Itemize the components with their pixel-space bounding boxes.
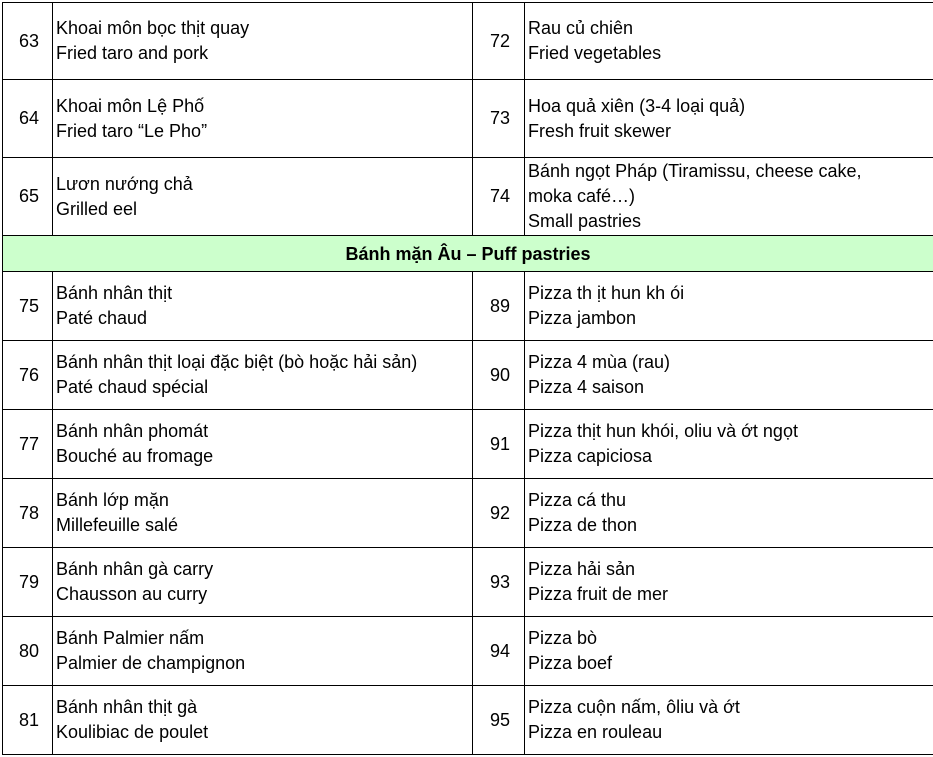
item-name-line: Grilled eel: [56, 198, 138, 219]
item-description: [53, 80, 473, 158]
item-name-line: Bánh lớp mặn: [56, 490, 169, 510]
item-number: 91: [473, 410, 525, 479]
item-name-line: Small pastries: [528, 211, 642, 231]
item-description: [53, 3, 473, 80]
menu-row: [3, 548, 933, 617]
item-description: [525, 686, 933, 755]
item-name-line: Lươn nướng chả: [56, 173, 193, 194]
menu-table-section: [3, 236, 933, 272]
item-number: 73: [473, 80, 525, 158]
menu-row: [3, 272, 933, 341]
item-description: [53, 158, 473, 236]
item-description: [53, 272, 473, 341]
item-name-line: Pizza jambon: [528, 308, 637, 328]
item-name-line: Pizza thịt hun khói, oliu và ớt ngọt: [528, 421, 798, 441]
item-number: 77: [3, 410, 53, 479]
item-name-line: Bánh nhân gà carry: [56, 559, 214, 579]
item-description: [525, 158, 933, 236]
item-name-line: Bánh nhân thịt gà: [56, 697, 198, 717]
item-number: 81: [3, 686, 53, 755]
menu-row: [3, 617, 933, 686]
menu-row: [3, 341, 933, 410]
item-name-line: Pizza bò: [528, 628, 598, 648]
item-name-line: Bánh Palmier nấm: [56, 628, 205, 648]
item-description: [53, 686, 473, 755]
menu-row: [3, 410, 933, 479]
item-name-line: Bánh ngọt Pháp (Tiramissu, cheese cake,: [528, 161, 862, 181]
item-description: [525, 410, 933, 479]
menu-row: [3, 3, 933, 80]
menu-row: [3, 80, 933, 158]
item-name-line: Hoa quả xiên (3-4 loại quả): [528, 95, 746, 116]
item-name-line: Fried taro “Le Pho”: [56, 120, 208, 141]
item-number: 75: [3, 272, 53, 341]
section-header-row: [3, 236, 933, 272]
item-number: 65: [3, 158, 53, 236]
section-title: Bánh mặn Âu – Puff pastries: [3, 236, 933, 272]
item-name-line: Rau củ chiên: [528, 18, 634, 38]
item-number: 74: [473, 158, 525, 236]
item-number: 63: [3, 3, 53, 80]
item-name-line: moka café…): [528, 186, 636, 206]
item-description: [53, 341, 473, 410]
item-name-line: Pizza capiciosa: [528, 446, 653, 466]
item-name-line: Bánh nhân thịt loại đặc biệt (bò hoặc hải sản): [56, 352, 418, 372]
item-number: 93: [473, 548, 525, 617]
menu-table-top: [3, 3, 933, 236]
item-name-line: Pizza boef: [528, 653, 613, 673]
item-description: [53, 479, 473, 548]
item-description: [525, 617, 933, 686]
item-name-line: Chausson au curry: [56, 584, 208, 604]
item-number: 79: [3, 548, 53, 617]
menu-table: [2, 2, 933, 755]
item-name-line: Koulibiac de poulet: [56, 722, 209, 742]
item-description: [53, 548, 473, 617]
item-number: 76: [3, 341, 53, 410]
item-name-line: Millefeuille salé: [56, 515, 179, 535]
item-name-line: Bouché au fromage: [56, 446, 214, 466]
item-description: [525, 548, 933, 617]
item-name-line: Pizza th ịt hun kh ói: [528, 283, 685, 303]
item-number: 94: [473, 617, 525, 686]
item-name-line: Pizza fruit de mer: [528, 584, 669, 604]
item-number: 90: [473, 341, 525, 410]
item-name-line: Khoai môn Lệ Phố: [56, 95, 205, 116]
item-description: [525, 272, 933, 341]
item-number: 64: [3, 80, 53, 158]
item-number: 80: [3, 617, 53, 686]
item-number: 72: [473, 3, 525, 80]
item-name-line: Pizza de thon: [528, 515, 638, 535]
item-name-line: Pizza cuộn nấm, ôliu và ớt: [528, 697, 740, 717]
item-number: 95: [473, 686, 525, 755]
item-name-line: Bánh nhân phomát: [56, 421, 209, 441]
item-description: [525, 479, 933, 548]
item-description: [525, 80, 933, 158]
item-name-line: Pizza en rouleau: [528, 722, 663, 742]
menu-row: [3, 158, 933, 236]
item-name-line: Paté chaud: [56, 308, 148, 328]
item-number: 89: [473, 272, 525, 341]
item-name-line: Fried vegetables: [528, 43, 662, 63]
item-name-line: Fried taro and pork: [56, 43, 209, 63]
menu-row: [3, 479, 933, 548]
item-description: [53, 410, 473, 479]
item-name-line: Bánh nhân thịt: [56, 283, 173, 303]
item-name-line: Pizza cá thu: [528, 490, 627, 510]
item-description: [525, 341, 933, 410]
menu-table-bottom: [3, 272, 933, 755]
item-name-line: Pizza 4 mùa (rau): [528, 352, 671, 372]
item-name-line: Pizza 4 saison: [528, 377, 645, 397]
item-number: 78: [3, 479, 53, 548]
item-number: 92: [473, 479, 525, 548]
item-description: [525, 3, 933, 80]
item-name-line: Khoai môn bọc thịt quay: [56, 18, 250, 38]
item-name-line: Palmier de champignon: [56, 653, 246, 673]
item-name-line: Fresh fruit skewer: [528, 120, 672, 141]
item-name-line: Paté chaud spécial: [56, 377, 209, 397]
menu-row: [3, 686, 933, 755]
item-description: [53, 617, 473, 686]
item-name-line: Pizza hải sản: [528, 559, 636, 579]
